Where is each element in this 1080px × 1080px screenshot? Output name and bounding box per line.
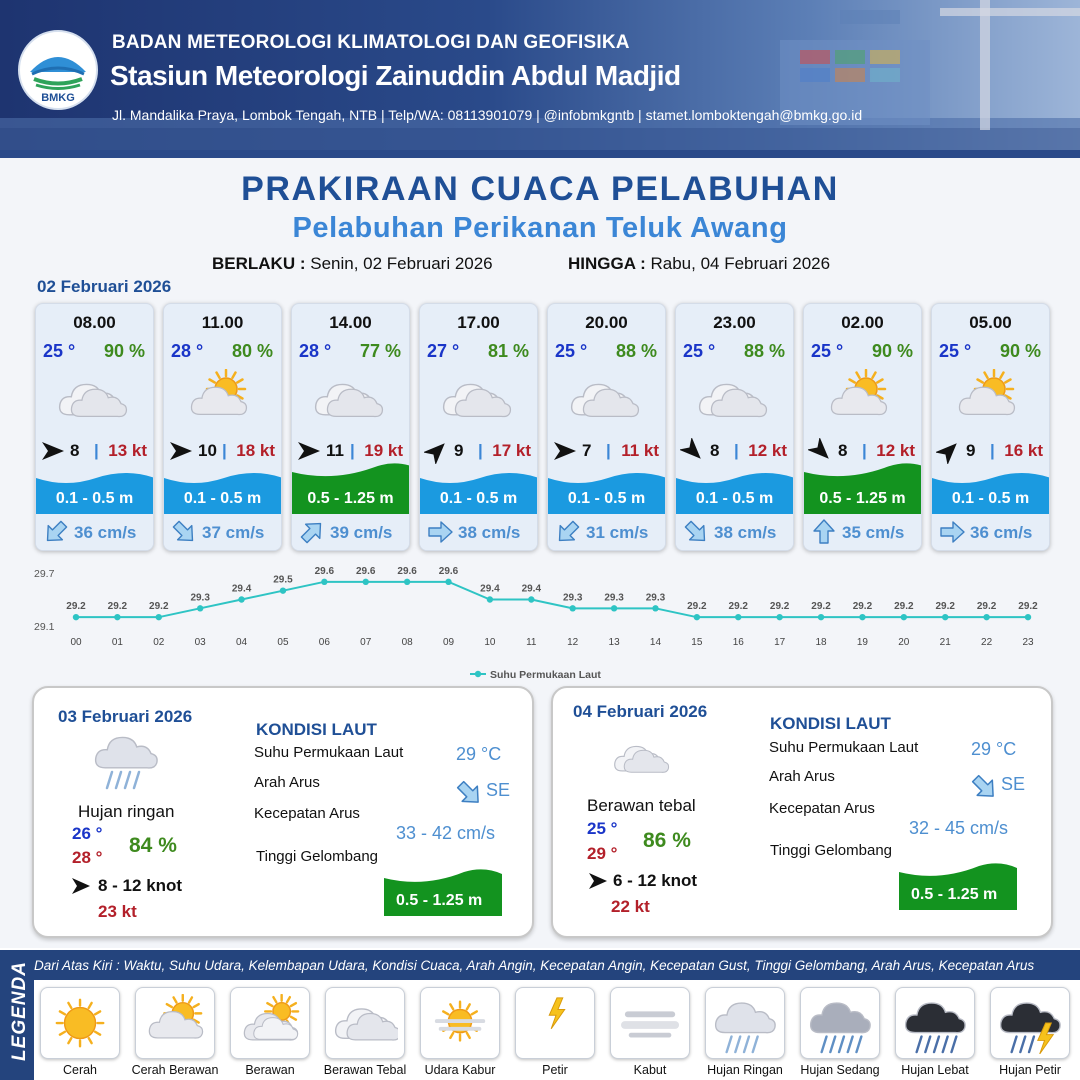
cerah-berawan-icon (144, 994, 208, 1054)
wind-arrow-icon (70, 876, 92, 896)
legend-series-name: Suhu Permukaan Laut (490, 669, 601, 681)
card-wave-height: 0.1 - 0.5 m (439, 490, 518, 507)
card-separator: | (478, 441, 483, 460)
card-gust: 12 kt (748, 441, 787, 460)
legend-item (515, 987, 595, 1059)
day-temp-max: 29 ° (587, 844, 618, 863)
legend-item-label: Udara Kabur (424, 1063, 496, 1077)
forecast-card (291, 303, 410, 551)
legend-item-label: Hujan Lebat (901, 1063, 969, 1077)
legend-item-label: Kabut (633, 1063, 667, 1077)
card-wind-speed: 8 (838, 441, 848, 460)
tinggi-gelombang-label: Tinggi Gelombang (256, 848, 379, 865)
valid-from-label: BERLAKU : (212, 254, 306, 273)
sst-data-label: 29.3 (190, 592, 210, 604)
x-tick-label: 04 (236, 637, 248, 648)
x-tick-label: 03 (194, 637, 206, 648)
sst-point (238, 596, 244, 602)
sst-point (569, 605, 575, 611)
x-tick-label: 10 (484, 637, 496, 648)
legend-item-label: Petir (542, 1063, 568, 1077)
forecast-card (547, 303, 666, 551)
sst-point (983, 614, 989, 620)
cerah-berawan-icon (826, 369, 898, 425)
current-direction-icon (554, 518, 582, 546)
card-time: 05.00 (969, 313, 1012, 332)
sst-point (611, 605, 617, 611)
sst-data-label: 29.4 (231, 583, 252, 595)
sst-point (859, 614, 865, 620)
day-date: 04 Februari 2026 (573, 702, 708, 721)
day-weather: Berawan tebal (587, 796, 696, 815)
arus-value: SE (486, 780, 511, 800)
hujan-lebat-icon (904, 994, 968, 1054)
sst-data-label: 29.2 (687, 601, 707, 613)
station-name: Stasiun Meteorologi Zainuddin Abdul Madjid (110, 60, 681, 91)
card-wind-speed: 9 (966, 441, 976, 460)
wind-direction-icon (936, 438, 962, 464)
wind-direction-icon (680, 438, 706, 464)
card-humidity: 88 % (743, 341, 785, 361)
card-current-speed: 38 cm/s (714, 523, 777, 542)
sst-data-label: 29.4 (480, 583, 500, 595)
berawan-tebal-icon (334, 994, 398, 1054)
wind-direction-icon (552, 438, 578, 464)
legend-item (40, 987, 120, 1059)
udara-kabur-icon (429, 994, 493, 1054)
berawan-tebal-icon (698, 369, 770, 425)
x-tick-label: 18 (815, 637, 827, 648)
card-temperature: 28 ° (171, 341, 204, 361)
x-tick-label: 14 (649, 637, 662, 648)
day-wind: 8 - 12 knot (98, 876, 183, 895)
sst-data-label: 29.2 (811, 601, 831, 613)
day-panel-2 (551, 686, 1053, 938)
sst-data-label: 29.3 (604, 592, 624, 604)
valid-from (212, 254, 493, 274)
wind-direction-icon (40, 438, 66, 464)
card-temperature: 25 ° (939, 341, 972, 361)
berawan-tebal-icon (605, 734, 675, 784)
sst-point (445, 579, 451, 585)
legend-item (135, 987, 215, 1059)
legend-item-label: Cerah (62, 1063, 98, 1077)
contact-info: Jl. Mandalika Praya, Lombok Tengah, NTB | Telp/WA: 08113901079 | @infobmkgntb | stamet.lomboktengah@bmkg.go.id (112, 107, 863, 123)
x-tick-label: 23 (1022, 637, 1034, 648)
card-time: 20.00 (585, 313, 628, 332)
card-temperature: 25 ° (555, 341, 588, 361)
current-direction-icon (426, 518, 454, 546)
day-humidity: 84 % (129, 834, 177, 857)
day-wave-value: 0.5 - 1.25 m (396, 892, 483, 909)
sst-data-label: 29.2 (894, 601, 914, 613)
sst-point (197, 605, 203, 611)
day-panel-1 (32, 686, 534, 938)
hujan-sedang-icon (809, 994, 873, 1054)
sst-point (321, 579, 327, 585)
sst-point (942, 614, 948, 620)
forecast-card (675, 303, 794, 551)
current-direction-icon (810, 518, 838, 546)
card-gust: 16 kt (1004, 441, 1043, 460)
forecast-card (931, 303, 1050, 551)
x-tick-label: 20 (898, 637, 910, 648)
card-current-speed: 39 cm/s (330, 523, 393, 542)
current-direction-icon (938, 518, 966, 546)
sst-data-label: 29.6 (356, 565, 376, 577)
x-tick-label: 05 (277, 637, 289, 648)
card-humidity: 88 % (615, 341, 657, 361)
legend-item (325, 987, 405, 1059)
x-tick-label: 16 (732, 637, 744, 648)
legend-item (895, 987, 975, 1059)
berawan-tebal-icon (58, 369, 130, 425)
sst-data-label: 29.2 (935, 601, 955, 613)
kecepatan-arus-value: 33 - 42 cm/s (396, 823, 496, 843)
kecepatan-arus-value: 32 - 45 cm/s (909, 818, 1009, 838)
sst-data-label: 29.2 (976, 601, 997, 613)
legend-item-label: Berawan Tebal (323, 1063, 407, 1077)
sst-point (528, 596, 534, 602)
legend-item (990, 987, 1070, 1059)
valid-to-value: Rabu, 04 Februari 2026 (650, 254, 831, 273)
forecast-card (35, 303, 154, 551)
card-separator: | (734, 441, 739, 460)
x-tick-label: 17 (774, 637, 786, 648)
card-gust: 17 kt (492, 441, 531, 460)
x-tick-label: 15 (691, 637, 703, 648)
petir-icon (524, 994, 588, 1054)
valid-to (568, 254, 830, 274)
y-tick-label: 29.7 (34, 568, 55, 580)
card-separator: | (222, 441, 227, 460)
sst-data-label: 29.2 (852, 601, 873, 613)
arus-label: Arah Arus (769, 768, 835, 785)
card-humidity: 80 % (231, 341, 273, 361)
bmkg-logo (18, 30, 98, 110)
valid-to-label: HINGGA : (568, 254, 646, 273)
card-current-speed: 38 cm/s (458, 523, 521, 542)
port-name: Pelabuhan Perikanan Teluk Awang (292, 212, 788, 244)
wind-direction-icon (424, 438, 450, 464)
sst-data-label: 29.2 (107, 601, 128, 613)
sst-label: Suhu Permukaan Laut (769, 739, 919, 756)
sst-data-label: 29.2 (1018, 601, 1038, 613)
sst-point (156, 614, 162, 620)
berawan-tebal-icon (570, 369, 642, 425)
card-wave-height: 0.1 - 0.5 m (951, 490, 1030, 507)
card-humidity: 90 % (999, 341, 1041, 361)
card-wind-speed: 10 (198, 441, 217, 460)
card-gust: 13 kt (108, 441, 147, 460)
valid-from-value: Senin, 02 Februari 2026 (310, 254, 493, 273)
sst-point (73, 614, 79, 620)
arus-label: Arah Arus (254, 774, 320, 791)
arus-value: SE (1001, 774, 1026, 794)
card-wave-height: 0.1 - 0.5 m (55, 490, 134, 507)
day-temp-max: 28 ° (72, 848, 103, 867)
card-time: 08.00 (73, 313, 116, 332)
sst-series-line (76, 582, 1028, 617)
card-wind-speed: 8 (710, 441, 720, 460)
logo-text: BMKG (41, 92, 75, 104)
day-weather: Hujan ringan (78, 802, 175, 821)
current-direction-icon (682, 518, 710, 546)
x-tick-label: 06 (318, 637, 330, 648)
today-date: 02 Februari 2026 (37, 277, 172, 296)
wind-direction-icon (296, 438, 322, 464)
sst-point (652, 605, 658, 611)
x-tick-label: 02 (153, 637, 165, 648)
day-humidity: 86 % (643, 829, 691, 852)
card-temperature: 25 ° (683, 341, 716, 361)
card-gust: 18 kt (236, 441, 275, 460)
card-wave-height: 0.5 - 1.25 m (307, 490, 394, 507)
kecepatan-arus-label: Kecepatan Arus (254, 805, 360, 822)
sst-point (404, 579, 410, 585)
sst-point (818, 614, 824, 620)
kabut-icon (619, 994, 683, 1054)
hujan-ringan-icon (92, 728, 162, 790)
sst-data-label: 29.6 (314, 565, 335, 577)
wind-direction-icon (168, 438, 194, 464)
sst-label: Suhu Permukaan Laut (254, 744, 404, 761)
card-separator: | (350, 441, 355, 460)
card-current-speed: 36 cm/s (74, 523, 137, 542)
x-tick-label: 00 (70, 637, 82, 648)
day-gust: 22 kt (611, 897, 650, 916)
x-tick-label: 07 (360, 637, 372, 648)
agency-name: BADAN METEOROLOGI KLIMATOLOGI DAN GEOFISIKA (112, 32, 630, 53)
x-tick-label: 09 (442, 637, 455, 648)
cerah-berawan-icon (186, 369, 258, 425)
cerah-icon (49, 994, 113, 1054)
card-temperature: 28 ° (299, 341, 332, 361)
sst-value: 29 °C (971, 739, 1017, 759)
x-tick-label: 12 (567, 637, 579, 648)
sst-data-label: 29.6 (438, 565, 459, 577)
card-wind-speed: 11 (326, 441, 344, 460)
card-temperature: 25 ° (811, 341, 844, 361)
sst-point (114, 614, 120, 620)
sst-point (694, 614, 700, 620)
card-wave-height: 0.5 - 1.25 m (819, 490, 906, 507)
current-direction-icon (170, 518, 198, 546)
kondisi-laut-title: KONDISI LAUT (770, 714, 891, 733)
card-time: 23.00 (713, 313, 756, 332)
sst-data-label: 29.4 (521, 583, 542, 595)
card-time: 17.00 (457, 313, 500, 332)
sst-data-label: 29.2 (66, 601, 86, 613)
legend-item (800, 987, 880, 1059)
legend-item (610, 987, 690, 1059)
card-wave-height: 0.1 - 0.5 m (695, 490, 774, 507)
card-time: 11.00 (201, 313, 244, 332)
card-humidity: 90 % (103, 341, 145, 361)
card-wave-height: 0.1 - 0.5 m (567, 490, 646, 507)
cerah-berawan-icon (954, 369, 1026, 425)
current-direction-se-icon (969, 772, 999, 802)
legend-item-label: Hujan Sedang (800, 1063, 880, 1077)
page-title: PRAKIRAAN CUACA PELABUHAN (241, 170, 839, 208)
card-current-speed: 36 cm/s (970, 523, 1033, 542)
card-wind-speed: 9 (454, 441, 464, 460)
card-gust: 19 kt (364, 441, 403, 460)
sst-data-label: 29.3 (645, 592, 666, 604)
legend-item (705, 987, 785, 1059)
sst-point (1025, 614, 1031, 620)
tinggi-gelombang-label: Tinggi Gelombang (770, 842, 893, 859)
legend-item-label: Hujan Petir (999, 1063, 1061, 1077)
card-separator: | (94, 441, 99, 460)
day-wave-value: 0.5 - 1.25 m (911, 886, 998, 903)
day-date: 03 Februari 2026 (58, 707, 193, 726)
sst-point (487, 596, 493, 602)
x-tick-label: 19 (856, 637, 868, 648)
sst-point (280, 587, 286, 593)
sst-data-label: 29.3 (562, 592, 583, 604)
sst-point (776, 614, 782, 620)
x-tick-label: 01 (111, 637, 123, 648)
kecepatan-arus-label: Kecepatan Arus (769, 800, 875, 817)
sst-data-label: 29.2 (149, 601, 169, 613)
header-banner (0, 0, 1080, 158)
card-wave-height: 0.1 - 0.5 m (183, 490, 262, 507)
berawan-icon (239, 994, 303, 1054)
sst-data-label: 29.5 (273, 574, 293, 586)
x-tick-label: 13 (608, 637, 620, 648)
sst-data-label: 29.6 (397, 565, 417, 577)
card-humidity: 81 % (487, 341, 529, 361)
x-tick-label: 08 (401, 637, 413, 648)
legend-item-label: Berawan (245, 1063, 295, 1077)
sst-point (735, 614, 741, 620)
hujan-petir-icon (999, 994, 1063, 1054)
card-current-speed: 31 cm/s (586, 523, 649, 542)
legend-description: Dari Atas Kiri : Waktu, Suhu Udara, Kelembapan Udara, Kondisi Cuaca, Arah Angin, Kecepatan Angin, Kecepatan Gust, Tinggi Gelombang, Arah Arus, Kecepatan Arus (34, 958, 1035, 973)
card-humidity: 90 % (871, 341, 913, 361)
day-wind: 6 - 12 knot (613, 871, 698, 890)
legend-item (230, 987, 310, 1059)
card-wind-speed: 8 (70, 441, 80, 460)
card-humidity: 77 % (359, 341, 401, 361)
legend-title: LEGENDA (9, 961, 30, 1061)
berawan-tebal-icon (442, 369, 514, 425)
x-tick-label: 11 (526, 637, 537, 648)
card-separator: | (606, 441, 611, 460)
card-wind-speed: 7 (582, 441, 592, 460)
card-time: 02.00 (841, 313, 884, 332)
x-tick-label: 22 (981, 637, 993, 648)
kondisi-laut-title: KONDISI LAUT (256, 720, 377, 739)
hujan-ringan-icon (714, 994, 778, 1054)
legend-item-label: Cerah Berawan (131, 1063, 219, 1077)
forecast-card (803, 303, 922, 551)
card-temperature: 27 ° (427, 341, 460, 361)
card-temperature: 25 ° (43, 341, 76, 361)
sst-point (363, 579, 369, 585)
card-separator: | (862, 441, 867, 460)
x-tick-label: 21 (939, 637, 951, 648)
card-time: 14.00 (329, 313, 372, 332)
current-direction-icon (298, 518, 326, 546)
sst-line-chart (30, 560, 1060, 685)
sst-value: 29 °C (456, 744, 502, 764)
berawan-tebal-icon (314, 369, 386, 425)
current-direction-icon (42, 518, 70, 546)
y-tick-label: 29.1 (34, 621, 55, 633)
sst-data-label: 29.2 (728, 601, 748, 613)
card-current-speed: 37 cm/s (202, 523, 265, 542)
sst-data-label: 29.2 (769, 601, 790, 613)
card-gust: 11 kt (621, 441, 659, 460)
legend-marker (475, 671, 481, 677)
day-gust: 23 kt (98, 902, 137, 921)
card-gust: 12 kt (876, 441, 915, 460)
sst-point (901, 614, 907, 620)
forecast-card (419, 303, 538, 551)
day-temp-min: 26 ° (72, 824, 103, 843)
wind-arrow-icon (587, 871, 609, 891)
legend-item (420, 987, 500, 1059)
legend-item-label: Hujan Ringan (707, 1063, 783, 1077)
day-temp-min: 25 ° (587, 819, 618, 838)
forecast-card (163, 303, 282, 551)
card-current-speed: 35 cm/s (842, 523, 905, 542)
card-separator: | (990, 441, 995, 460)
current-direction-se-icon (454, 778, 484, 808)
wind-direction-icon (808, 438, 834, 464)
